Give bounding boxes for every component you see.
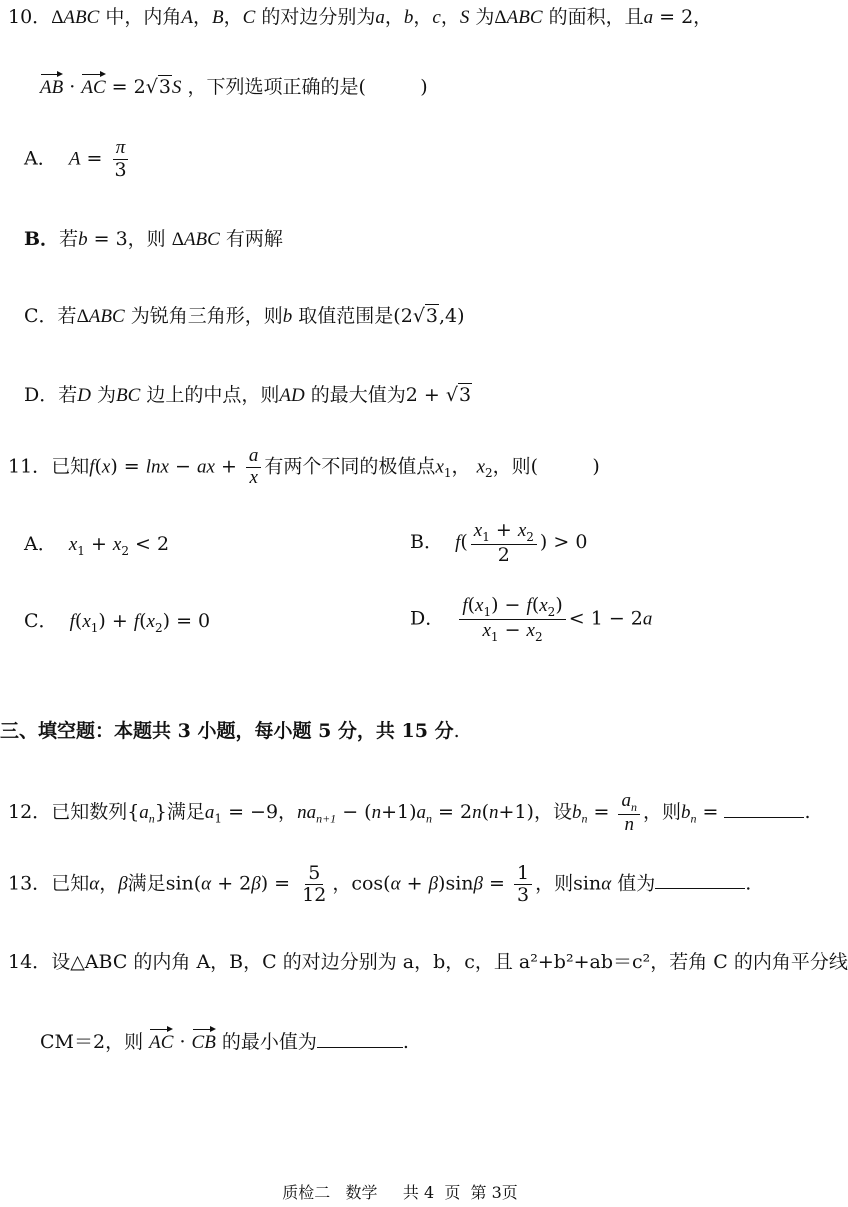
q11-stem-b: 有两个不同的极值点 bbox=[264, 455, 436, 478]
q11-option-c-label: C． bbox=[24, 610, 58, 632]
vector-cb-q14: CB bbox=[192, 1027, 216, 1055]
option-c-text1: 若 bbox=[57, 305, 77, 327]
q10-option-d: D．若D 为BC 边上的中点，则AD 的最大值为2 + √3 bbox=[24, 384, 472, 406]
option-b-text2: ，则 bbox=[127, 228, 166, 250]
q14-stem-line1 bbox=[8, 951, 848, 975]
q12-text4: ，则 bbox=[642, 800, 681, 823]
option-b-text1: 若 bbox=[59, 228, 79, 250]
q10-option-b: B．若b = 3，则 ΔABC 有两解 bbox=[24, 228, 283, 250]
q14-answer-blank[interactable] bbox=[317, 1029, 403, 1048]
vector-ab: AB bbox=[40, 72, 63, 100]
q10-stem-line1: 10．ΔABC 中，内角A，B，C 的对边分别为a，b，c，S 为ΔABC 的面积，且a = 2， bbox=[8, 6, 713, 28]
q13-text1: 已知 bbox=[51, 872, 90, 895]
section-3-heading-text: 三、填空题：本题共 3 小题，每小题 5 分，共 15 分 bbox=[0, 720, 454, 742]
q13-text2: 满足 bbox=[127, 872, 166, 895]
q11-option-a: A． $x_1 + x_2 < 2$ bbox=[24, 533, 170, 558]
q10-stem-b: 的对边分别为 bbox=[261, 6, 376, 28]
q10-number: 10． bbox=[8, 6, 52, 28]
q11-option-b: B． f( $\frac{x_1 + x_2}{2}$ ) > 0 bbox=[410, 519, 588, 566]
q13-text3: 则 bbox=[554, 872, 574, 895]
q10-stem-line2: AB · AC = 2√3S ，下列选项正确的是( ) bbox=[40, 72, 428, 100]
option-d-text4: 的最大值为 bbox=[310, 384, 406, 406]
section-3-heading bbox=[0, 720, 460, 744]
q12-text2: 满足 bbox=[166, 800, 205, 823]
q14-number: 14． bbox=[8, 951, 52, 973]
q11-option-c: C． $f(x_1) + f(x_2) = 0$ bbox=[24, 610, 211, 635]
q14-text2: 的最小值为 bbox=[221, 1031, 317, 1053]
option-a-label: A． bbox=[24, 147, 57, 170]
q14-text1: CM＝2，则 bbox=[40, 1031, 144, 1053]
option-c-text2: 为锐角三角形，则 bbox=[130, 305, 283, 327]
q12-text3: 设 bbox=[552, 800, 572, 823]
q11-number: 11． bbox=[8, 455, 52, 478]
q13-text4: 值为 bbox=[617, 872, 656, 895]
q11-stem-c: ，则( bbox=[492, 455, 539, 478]
q11-stem: 11．已知f(x) = lnx − ax + $\frac{a}{x}$ 有两个不同的极值点$x_1$， $x_2$，则( ) bbox=[8, 445, 600, 488]
option-c-text3: 取值范围是 bbox=[298, 305, 394, 327]
q10-stem-c: 为 bbox=[475, 6, 495, 28]
vector-ac: AC bbox=[81, 72, 105, 100]
section-3-heading-dot: . bbox=[453, 720, 460, 742]
q12-stem: 12．已知数列$\{a_n\}$满足$a_1 = -9$，$na_{n+1} - (n+1)a_n = 2n(n+1)$，设$b_n$ = $\frac{a_n}{n}$ ，则$b_n$ = . bbox=[8, 790, 811, 835]
q13-number: 13． bbox=[8, 872, 52, 895]
q11-option-b-label: B． bbox=[410, 530, 443, 553]
option-d-text2: 为 bbox=[97, 384, 117, 406]
q10-stem-d: 的面积，且 bbox=[548, 6, 644, 28]
option-c-label: C． bbox=[24, 305, 58, 327]
option-d-label: D． bbox=[24, 384, 59, 406]
q11-option-d: D． $\frac{f(x_1) - f(x_2)}{x_1 - x_2}$ < 1 − 2a bbox=[410, 594, 653, 644]
option-b-label: B． bbox=[24, 228, 60, 250]
q13-answer-blank[interactable] bbox=[655, 870, 745, 889]
option-d-text1: 若 bbox=[58, 384, 78, 406]
q10-close-paren: ) bbox=[420, 76, 428, 98]
q11-close-paren: ) bbox=[592, 455, 600, 478]
q11-stem-a: 已知 bbox=[51, 455, 90, 478]
q13-stem: 13．已知α，β满足sin(α + 2β) = $\frac{5}{12}$ ，cos(α + β)sinβ = $\frac{1}{3}$ ，则sinα 值为 . bbox=[8, 862, 752, 906]
q12-answer-blank[interactable] bbox=[724, 799, 804, 818]
q10-option-a: A． A = $\frac{\pi}{3}$ bbox=[24, 137, 127, 181]
q14-line1-text: 设△ABC 的内角 A，B，C 的对边分别为 a，b，c，且 a²+b²+ab＝c²，若角 C 的内角平分线 bbox=[51, 951, 848, 973]
q10-line2-text: ，下列选项正确的是( bbox=[187, 76, 366, 98]
option-d-text3: 边上的中点，则 bbox=[146, 384, 280, 406]
q12-number: 12． bbox=[8, 800, 52, 823]
q10-option-c: C．若ΔABC 为锐角三角形，则b 取值范围是(2√3,4) bbox=[24, 305, 465, 327]
q14-stem-line2: CM＝2，则 AC · CB 的最小值为 . bbox=[40, 1027, 409, 1055]
q12-text1: 已知数列 bbox=[51, 800, 128, 823]
q11-option-a-label: A． bbox=[24, 533, 57, 555]
option-b-text3: 有两解 bbox=[225, 228, 283, 250]
q11-option-d-label: D． bbox=[410, 607, 445, 630]
page-footer: 质检二 数学 共 4 页 第 3页 bbox=[282, 1183, 518, 1202]
vector-ac-q14: AC bbox=[149, 1027, 173, 1055]
q10-stem-a: 中，内角 bbox=[105, 6, 182, 28]
